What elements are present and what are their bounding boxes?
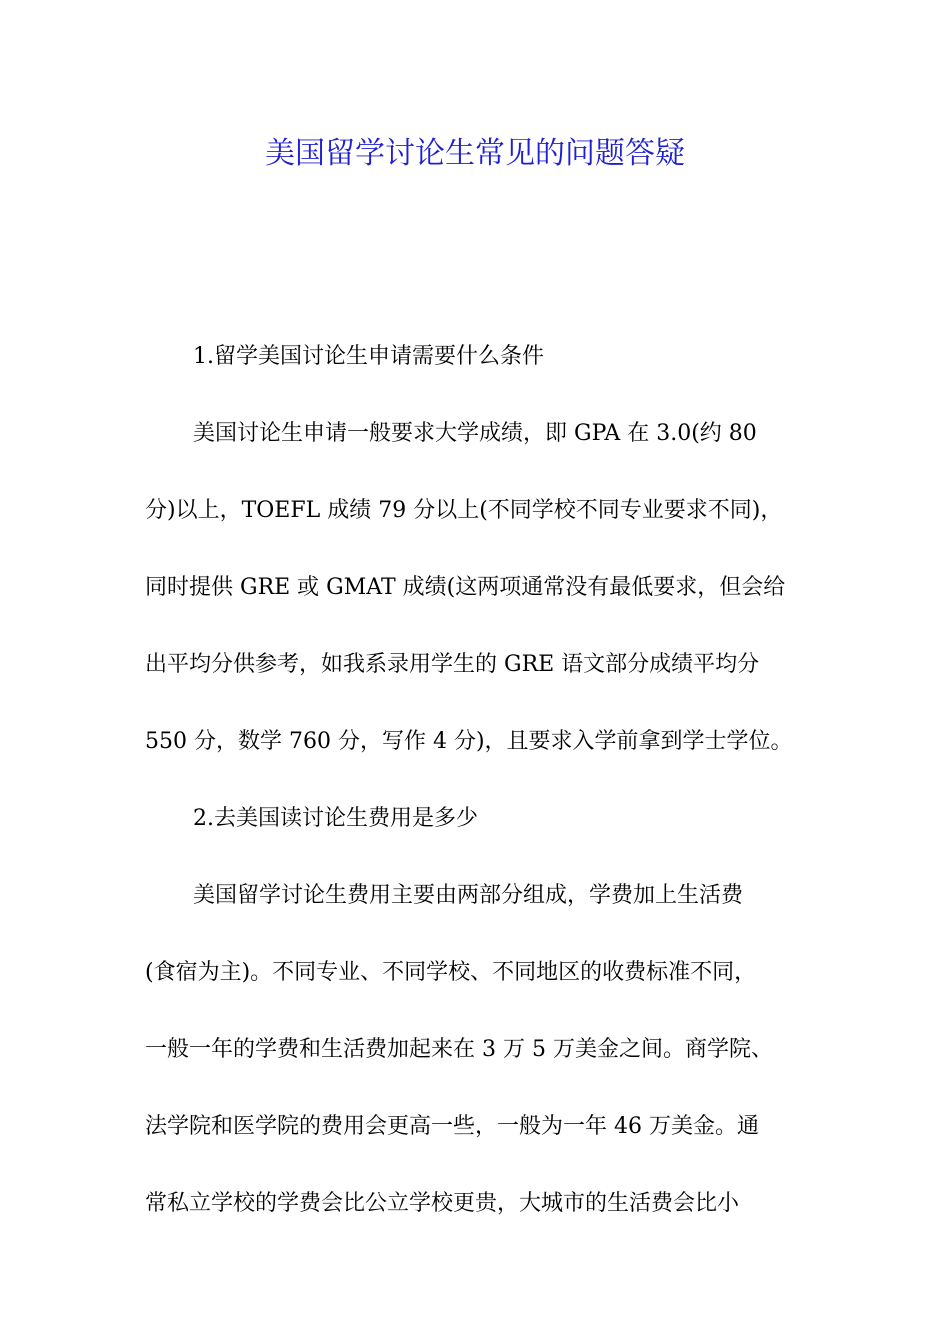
paragraph-line: 同时提供 GRE 或 GMAT 成绩(这两项通常没有最低要求，但会给	[145, 575, 786, 600]
paragraph-line: 法学院和医学院的费用会更高一些，一般为一年 46 万美金。通	[145, 1114, 759, 1139]
page-title: 美国留学讨论生常见的问题答疑	[265, 136, 685, 171]
paragraph-line: (食宿为主)。不同专业、不同学校、不同地区的收费标准不同，	[145, 960, 757, 985]
paragraph-line: 美国讨论生申请一般要求大学成绩，即 GPA 在 3.0(约 80	[193, 421, 757, 446]
paragraph-line: 常私立学校的学费会比公立学校更贵，大城市的生活费会比小	[145, 1191, 740, 1216]
paragraph-line: 分)以上，TOEFL 成绩 79 分以上(不同学校不同专业要求不同)，	[145, 498, 783, 523]
paragraph-line: 550 分，数学 760 分，写作 4 分)，且要求入学前拿到学士学位。	[145, 729, 793, 754]
paragraph-line: 出平均分供参考，如我系录用学生的 GRE 语文部分成绩平均分	[145, 652, 760, 677]
paragraph-line: 美国留学讨论生费用主要由两部分组成，学费加上生活费	[193, 883, 744, 908]
paragraph-line: 一般一年的学费和生活费加起来在 3 万 5 万美金之间。商学院、	[145, 1037, 773, 1062]
section-heading-2: 2.去美国读讨论生费用是多少	[193, 806, 478, 831]
section-heading-1: 1.留学美国讨论生申请需要什么条件	[193, 344, 544, 369]
